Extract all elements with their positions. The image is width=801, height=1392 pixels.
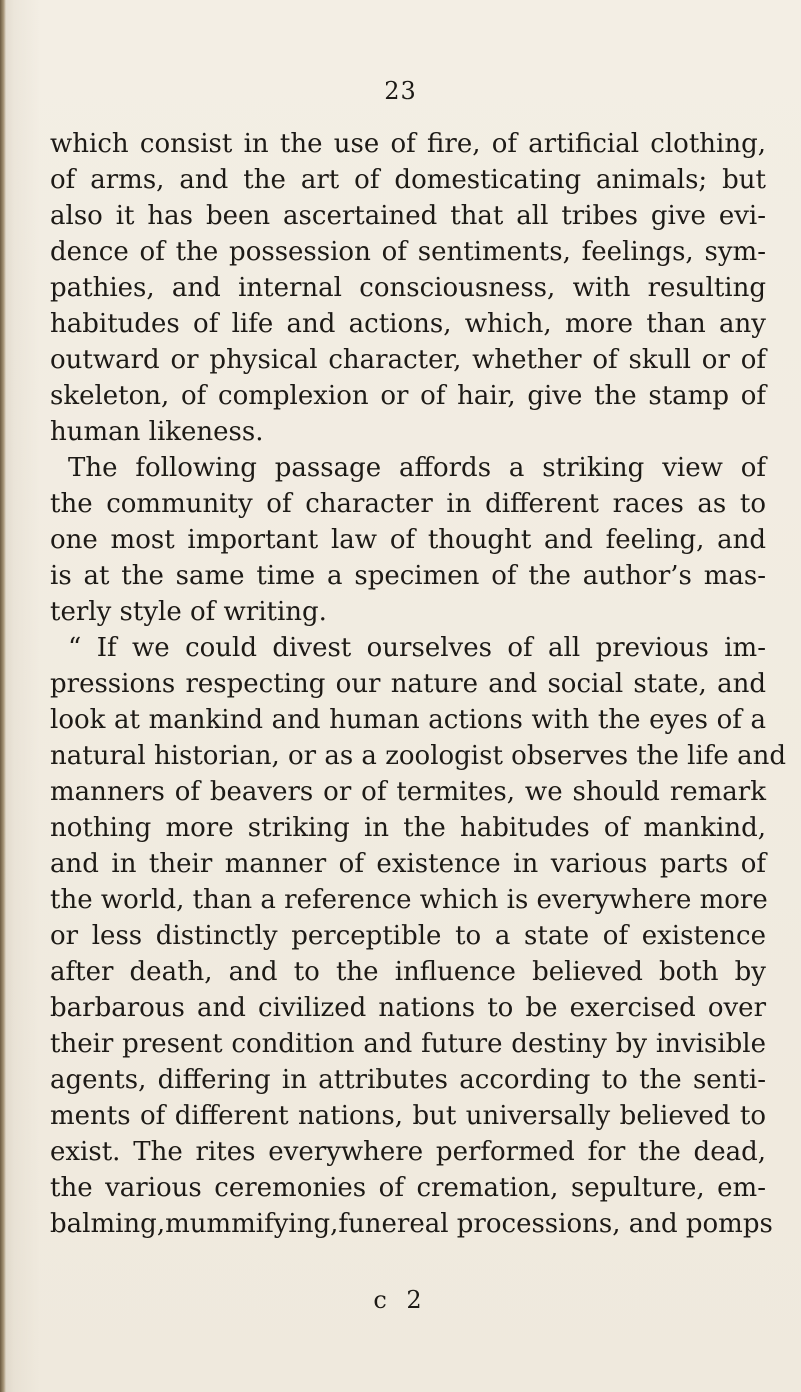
text-line: pressions respecting our nature and social state, and xyxy=(50,669,766,699)
text-line: the community of character in different races as to xyxy=(50,489,766,519)
text-line: also it has been ascertained that all tribes give evi- xyxy=(50,201,766,231)
body-text xyxy=(50,126,786,1242)
text-line: barbarous and civilized nations to be exercised over xyxy=(50,993,766,1023)
text-line: natural historian, or as a zoologist observes the life and xyxy=(50,741,786,771)
page-spine-edge xyxy=(0,0,6,1392)
text-line: look at mankind and human actions with the eyes of a xyxy=(50,705,766,735)
page-number: 23 xyxy=(384,77,417,105)
text-line: or less distinctly perceptible to a state of existence xyxy=(50,921,766,951)
text-line: pathies, and internal consciousness, with resulting xyxy=(50,273,766,303)
text-line: nothing more striking in the habitudes of mankind, xyxy=(50,813,766,843)
text-line: and in their manner of existence in various parts of xyxy=(50,849,766,879)
text-line: habitudes of life and actions, which, more than any xyxy=(50,309,766,339)
text-line: skeleton, of complexion or of hair, give the stamp of xyxy=(50,381,766,411)
text-line: exist. The rites everywhere performed for the dead, xyxy=(50,1137,766,1167)
text-line: after death, and to the influence believed both by xyxy=(50,957,766,987)
text-line: terly style of writing. xyxy=(50,597,327,627)
text-line: The following passage affords a striking view of xyxy=(68,453,766,483)
text-line: human likeness. xyxy=(50,417,264,447)
text-line: balming,mummifying,funereal processions, and pomps xyxy=(50,1209,773,1239)
text-line: “ If we could divest ourselves of all previous im- xyxy=(68,633,766,663)
text-line: one most important law of thought and feeling, and xyxy=(50,525,766,555)
text-line: is at the same time a specimen of the author’s mas- xyxy=(50,561,766,591)
signature-mark: c 2 xyxy=(373,1286,428,1314)
text-line: of arms, and the art of domesticating animals; but xyxy=(50,165,766,195)
text-line: outward or physical character, whether of skull or of xyxy=(50,345,766,375)
text-line: which consist in the use of fire, of artificial clothing, xyxy=(50,129,766,159)
text-line: ments of different nations, but universally believed to xyxy=(50,1101,766,1131)
text-line: the various ceremonies of cremation, sepulture, em- xyxy=(50,1173,766,1203)
text-line: dence of the possession of sentiments, feelings, sym- xyxy=(50,237,766,267)
text-line: agents, differing in attributes according to the senti- xyxy=(50,1065,766,1095)
text-line: manners of beavers or of termites, we should remark xyxy=(50,777,766,807)
text-line: their present condition and future destiny by invisible xyxy=(50,1029,766,1059)
text-line: the world, than a reference which is everywhere more xyxy=(50,885,768,915)
